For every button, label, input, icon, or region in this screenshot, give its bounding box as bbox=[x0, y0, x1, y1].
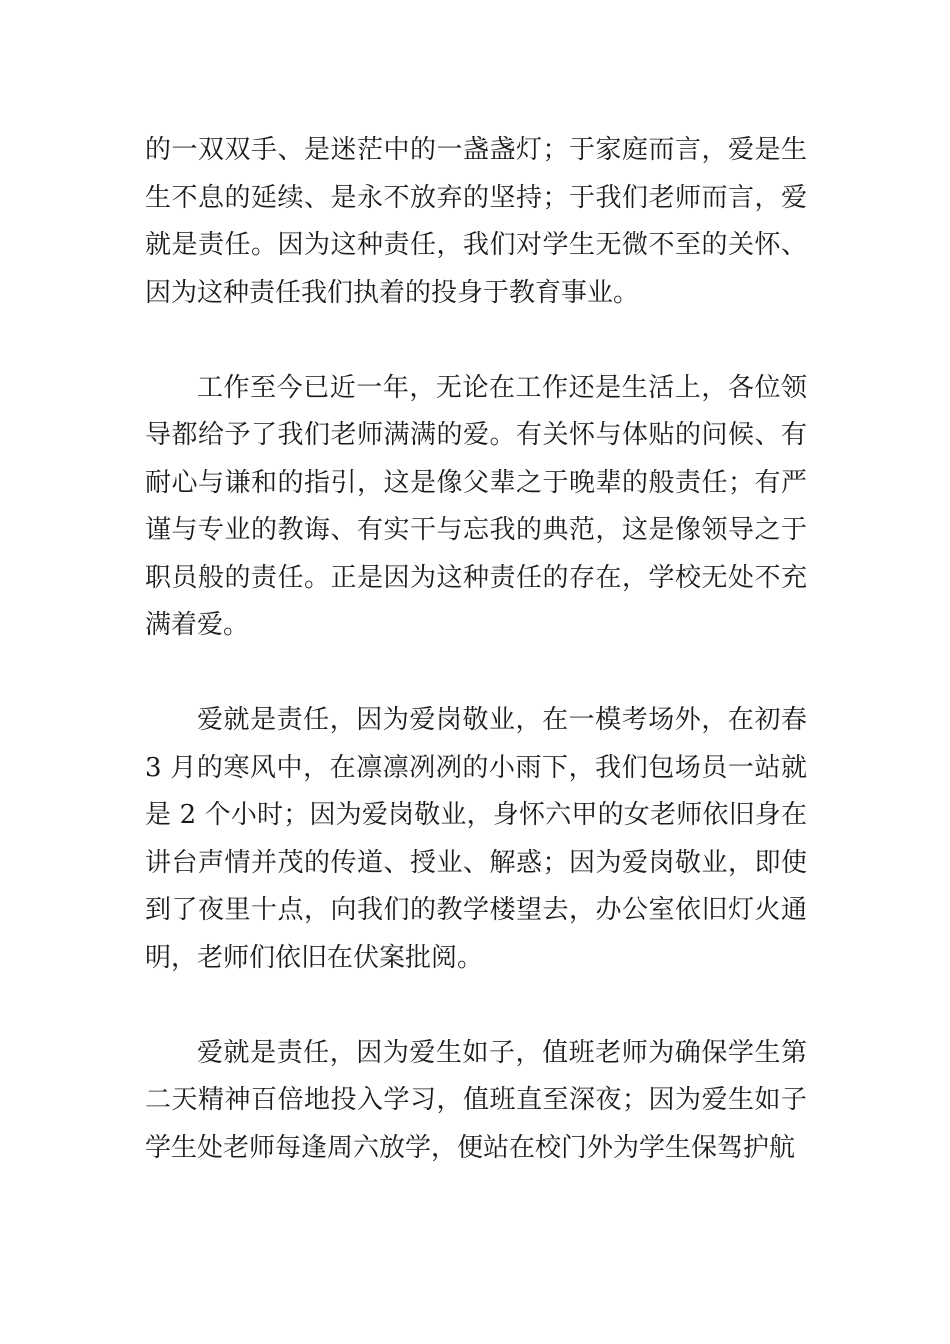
document-body bbox=[145, 127, 807, 1172]
paragraph-3: 爱就是责任，因为爱岗敬业，在一模考场外，在初春 3 月的寒风中，在凛凛冽冽的小雨下，我们包场员一站就是 2 个小时；因为爱岗敬业，身怀六甲的女老师依旧身在讲台声情并茂的传道、授业、解惑；因为爱岗敬业，即使到了夜里十点，向我们的教学楼望去，办公室依旧灯火通明，老师们依旧在伏案批阅。 bbox=[145, 705, 807, 973]
paragraph-1: 的一双双手、是迷茫中的一盏盏灯；于家庭而言，爱是生生不息的延续、是永不放弃的坚持；于我们老师而言，爱就是责任。因为这种责任，我们对学生无微不至的关怀、因为这种责任我们执着的投身于教育事业。 bbox=[145, 135, 807, 308]
paragraph-2: 工作至今已近一年，无论在工作还是生活上，各位领导都给予了我们老师满满的爱。有关怀与体贴的问候、有耐心与谦和的指引，这是像父辈之于晚辈的般责任；有严谨与专业的教诲、有实干与忘我的典范，这是像领导之于职员般的责任。正是因为这种责任的存在，学校无处不充满着爱。 bbox=[145, 372, 807, 640]
paragraph-4: 爱就是责任，因为爱生如子，值班老师为确保学生第二天精神百倍地投入学习，值班直至深夜；因为爱生如子学生处老师每逢周六放学，便站在校门外为学生保驾护航 bbox=[145, 1037, 807, 1163]
